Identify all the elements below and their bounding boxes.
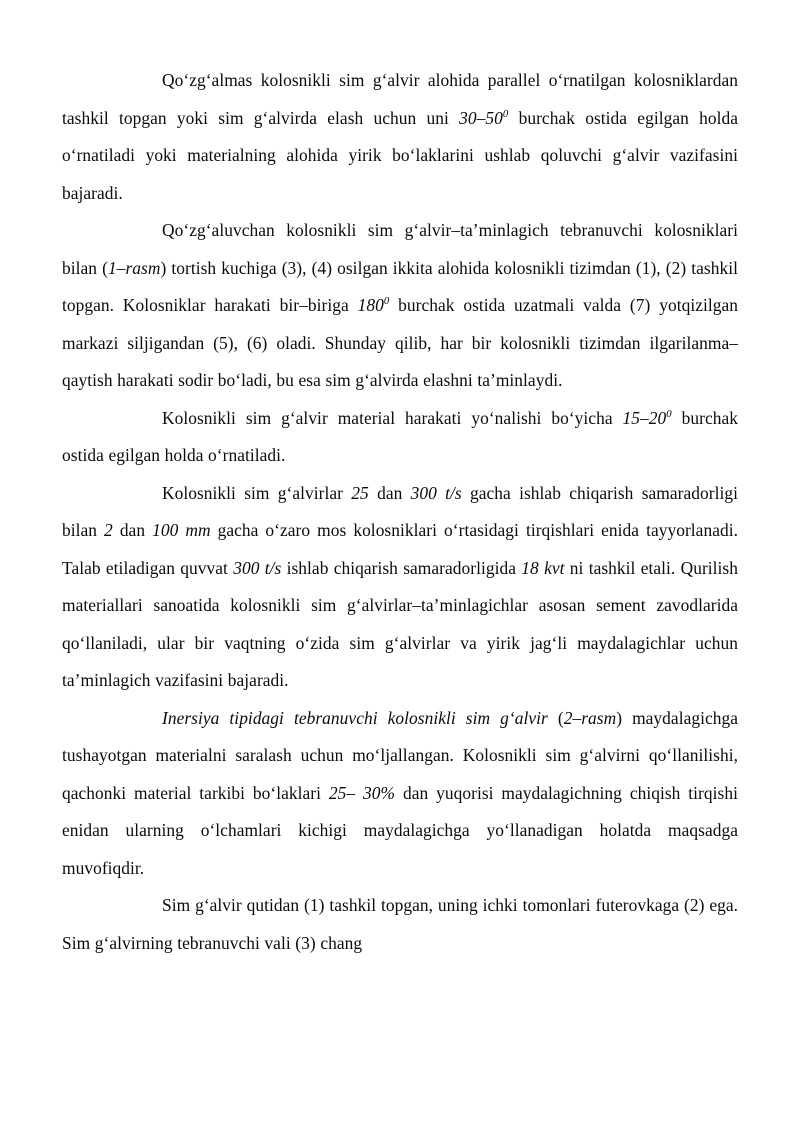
emphasis-run: 180 bbox=[357, 295, 384, 315]
paragraph-material-direction-angle bbox=[62, 400, 738, 475]
emphasis-run: 15–20 bbox=[622, 407, 667, 428]
text-run: Sim g‘alvir qutidan (1) tashkil topgan, uning ichki tomonlari futerovkaga (2) ega. Sim g‘alvirning tebranuvchi vali (3) chang bbox=[62, 895, 738, 953]
emphasis-run: 1–rasm bbox=[107, 257, 161, 278]
text-run: ) tortish kuchiga (3), (4) osilgan ikkita alohida kolosnikli tizimdan (1), (2) tashkil topgan. Kolosniklar harakati bir–biriga bbox=[62, 257, 738, 315]
paragraph-moving-grate-screen bbox=[62, 212, 738, 400]
paragraph-screen-box-construction bbox=[62, 887, 738, 962]
text-run: ) maydalagichga tushayotgan materialni saralash uchun mo‘ljallangan. Kolosnikli sim g‘alvirni qo‘llanilishi, qachonki material tarkibi bo‘laklari bbox=[62, 707, 738, 803]
superscript-run: 0 bbox=[666, 407, 672, 420]
emphasis-run: 100 mm bbox=[152, 520, 211, 540]
text-run: burchak ostida uzatmali valda (7) yotqizilgan markazi siljigandan (5), (6) oladi. Shunday qilib, har bir kolosnikli tizimdan ilgarilanma–qaytish harakati sodir bo‘ladi, bu esa sim g‘alvirda elashni ta’minlaydi. bbox=[62, 295, 738, 390]
paragraph-capacity-specifications bbox=[62, 475, 738, 700]
body-text-column bbox=[62, 62, 738, 962]
emphasis-run: 2 bbox=[104, 520, 113, 540]
text-run: Kolosnikli sim g‘alvirlar bbox=[162, 482, 352, 503]
text-run: ishlab chiqarish samaradorligida bbox=[281, 557, 522, 578]
paragraph-inertia-type-screen bbox=[62, 700, 738, 888]
emphasis-run: 25 bbox=[351, 482, 369, 503]
superscript-run: 0 bbox=[502, 107, 509, 120]
emphasis-run: 18 kvt bbox=[521, 557, 565, 578]
text-run: burchak ostida egilgan holda o‘rnatiladi yoki materialning alohida yirik bo‘laklarini ushlab qoluvchi g‘alvir vazifasini bajaradi. bbox=[62, 107, 738, 203]
emphasis-run: Inersiya tipidagi tebranuvchi kolosnikli sim g‘alvir bbox=[162, 707, 548, 728]
paragraph-fixed-grate-screen bbox=[62, 62, 738, 212]
text-run: burchak ostida egilgan holda o‘rnatiladi. bbox=[62, 407, 738, 465]
text-run: ni tashkil etali. Qurilish materiallari sanoatida kolosnikli sim g‘alvirlar–ta’minlagichlar asosan sement zavodlarida qo‘llaniladi, ular bir vaqtning o‘zida sim g‘alvirlar va yirik jag‘li maydalagichlar uchun ta’minlagich vazifasini bajaradi. bbox=[62, 557, 738, 690]
text-run: dan bbox=[112, 520, 153, 540]
emphasis-run: 300 t/s bbox=[233, 557, 282, 578]
emphasis-run: 300 t/s bbox=[410, 482, 462, 503]
text-run: gacha o‘zaro mos kolosniklari o‘rtasidagi tirqishlari enida tayyorlanadi. Talab etiladigan quvvat bbox=[62, 520, 738, 578]
text-run: dan bbox=[368, 482, 411, 503]
superscript-run: 0 bbox=[383, 295, 390, 308]
text-run: Kolosnikli sim g‘alvir material harakati yo‘nalishi bo‘yicha bbox=[162, 407, 623, 428]
emphasis-run: 25– 30% bbox=[328, 782, 396, 803]
text-run: dan yuqorisi maydalagichning chiqish tirqishi enidan ularning o‘lchamlari kichigi maydalagichga yo‘llanadigan holatda maqsadga muvofiqdir. bbox=[62, 782, 738, 878]
text-run: gacha ishlab chiqarish samaradorligi bilan bbox=[62, 482, 738, 540]
emphasis-run: 30–50 bbox=[459, 107, 503, 128]
text-run: Qo‘zg‘aluvchan kolosnikli sim g‘alvir–ta’minlagich tebranuvchi kolosniklari bilan ( bbox=[62, 220, 738, 278]
text-run: ( bbox=[547, 707, 564, 728]
text-run: Qo‘zg‘almas kolosnikli sim g‘alvir alohida parallel o‘rnatilgan kolosniklardan tashkil topgan yoki sim g‘alvirda elash uchun uni bbox=[62, 70, 738, 128]
emphasis-run: 2–rasm bbox=[563, 707, 617, 728]
